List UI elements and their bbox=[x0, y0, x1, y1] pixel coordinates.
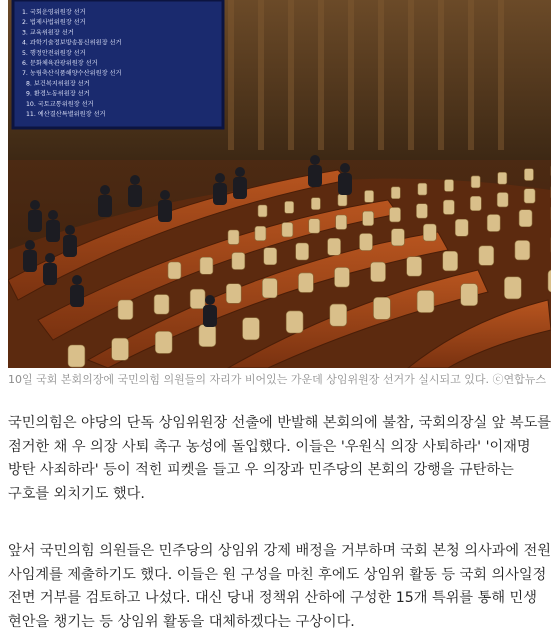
article-paragraph-1: 국민의힘은 야당의 단독 상임위원장 선출에 반발해 본회의에 불참, 국회의장실 앞 복도를 점거한 채 우 의장 사퇴 촉구 농성에 돌입했다. 이들은 '우원식 의장 사퇴하라' '이재명 방탄 사죄하라' 등이 적힌 피켓을 들고 우 의장과 민주당의 본회의 강행을 규탄하는 구호를 외치기도 했다. bbox=[8, 415, 551, 502]
screen-item-2: 2. 법제사법위원장 선거 bbox=[22, 19, 86, 27]
screen-item-7: 7. 농림축산식품해양수산위원장 선거 bbox=[22, 70, 122, 78]
article-photo bbox=[8, 0, 551, 368]
assembly-hall-photo bbox=[8, 0, 551, 368]
photo-caption: 10일 국회 본회의장에 국민의힘 의원들의 자리가 비어있는 가운데 상임위원장 선거가 실시되고 있다. ⓒ연합뉴스 bbox=[8, 373, 546, 386]
screen-item-5: 5. 행정안전위원장 선거 bbox=[22, 49, 86, 57]
screen-item-10: 10. 국토교통위원장 선거 bbox=[26, 100, 94, 108]
screen-item-1: 1. 국회운영위원장 선거 bbox=[22, 9, 86, 16]
screen-item-8: 8. 보건복지위원장 선거 bbox=[26, 80, 90, 88]
screen-item-3: 3. 교육위원장 선거 bbox=[22, 29, 74, 37]
article-paragraph-2: 앞서 국민의힘 의원들은 민주당의 상임위 강제 배정을 거부하며 국회 본청 의사과에 전원 사임계를 제출하기도 했다. 이들은 원 구성을 마친 후에도 상임위 활동 등 국회 의사일정 전면 거부를 검토하고 나섰다. 대신 당내 정책위 산하에 구성한 15개 특위를 통해 민생 현안을 챙기는 등 상임위 활동을 대체하겠다는 구상이다. bbox=[8, 543, 551, 630]
screen-item-9: 9. 환경노동위원장 선거 bbox=[26, 90, 90, 98]
screen-item-11: 11. 예산결산특별위원장 선거 bbox=[26, 111, 106, 118]
screen-item-4: 4. 과학기술정보방송통신위원장 선거 bbox=[22, 39, 122, 47]
screen-item-6: 6. 문화체육관광위원장 선거 bbox=[22, 60, 98, 67]
